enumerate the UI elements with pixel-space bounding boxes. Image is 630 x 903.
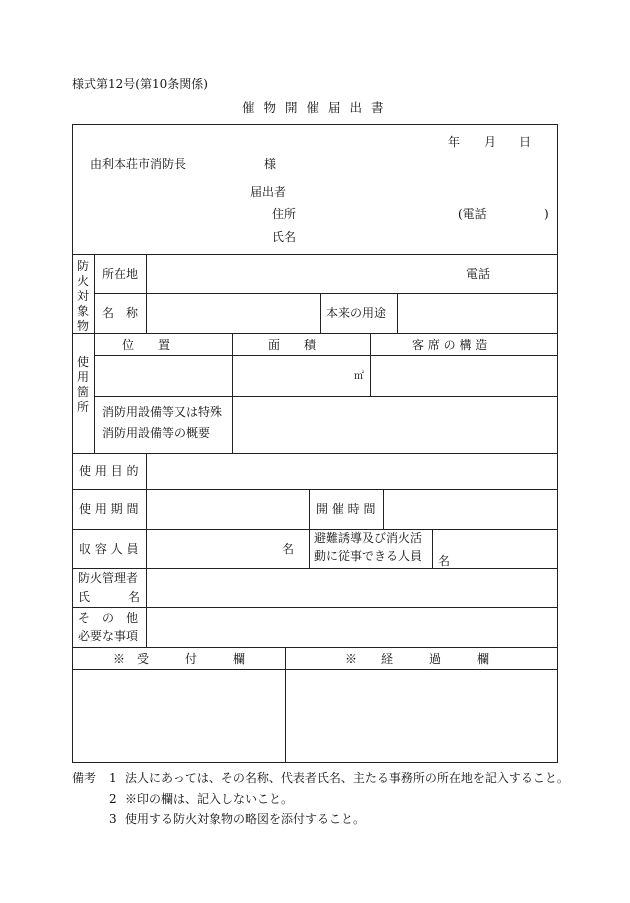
date-year[interactable]: 年 bbox=[448, 135, 461, 149]
notifier-label: 届出者 bbox=[250, 185, 287, 199]
fire-manager-label-1: 防火管理者 bbox=[78, 571, 139, 585]
location-phone-label: 電話 bbox=[466, 267, 491, 281]
honorific: 様 bbox=[264, 157, 277, 171]
divider bbox=[72, 669, 558, 670]
phone-close: ) bbox=[544, 207, 549, 221]
area-label: 面 積 bbox=[268, 338, 317, 352]
divider bbox=[146, 254, 147, 333]
date-day[interactable]: 日 bbox=[519, 135, 532, 149]
area-unit: ㎡ bbox=[354, 371, 364, 382]
equipment-label-2: 消防用設備等の概要 bbox=[102, 426, 211, 440]
divider bbox=[94, 355, 558, 356]
note-number: 1 bbox=[109, 771, 117, 785]
name-label: 氏名 bbox=[272, 230, 297, 244]
other-label-2: 必要な事項 bbox=[78, 629, 139, 643]
usage-location-label: 使用箇所 bbox=[76, 355, 89, 414]
fire-manager-label-2b: 名 bbox=[128, 590, 141, 604]
divider bbox=[320, 293, 321, 333]
form-number: 様式第12号(第10条関係) bbox=[72, 77, 208, 91]
divider bbox=[383, 489, 384, 529]
location-label: 所在地 bbox=[102, 267, 139, 281]
note-text: 法人にあっては、その名称、代表者氏名、主たる事務所の所在地を記入すること。 bbox=[125, 771, 569, 785]
divider bbox=[72, 489, 558, 490]
period-label: 使 用 期 間 bbox=[79, 502, 139, 516]
divider bbox=[285, 647, 286, 763]
addressee: 由利本荘市消防長 bbox=[90, 157, 187, 171]
note-number: 2 bbox=[109, 792, 117, 806]
other-label-1: そ の 他 bbox=[78, 611, 139, 625]
divider bbox=[72, 647, 558, 648]
divider bbox=[94, 254, 95, 453]
progress-label: ※ 経 過 欄 bbox=[345, 652, 490, 666]
divider bbox=[397, 293, 398, 333]
event-time-label: 開 催 時 間 bbox=[316, 502, 376, 516]
divider bbox=[72, 529, 558, 530]
name-field-label: 名 称 bbox=[102, 306, 139, 320]
divider bbox=[72, 333, 558, 334]
phone-label: (電話 bbox=[458, 207, 487, 221]
fire-manager-label-2a: 氏 bbox=[78, 590, 91, 604]
note-text: ※印の欄は、記入しないこと。 bbox=[125, 792, 294, 806]
divider bbox=[432, 529, 433, 568]
divider bbox=[94, 396, 558, 397]
divider bbox=[72, 568, 558, 569]
date-month[interactable]: 月 bbox=[484, 135, 497, 149]
fire-target-label: 防火対象物 bbox=[76, 259, 89, 333]
capacity-unit: 名 bbox=[282, 542, 295, 556]
divider bbox=[309, 489, 310, 568]
position-label: 位 置 bbox=[122, 338, 171, 352]
address-label: 住所 bbox=[272, 207, 297, 221]
reception-label: ※ 受 付 欄 bbox=[113, 652, 246, 666]
original-use-label: 本来の用途 bbox=[326, 306, 387, 320]
divider bbox=[94, 293, 558, 294]
purpose-label: 使 用 目 的 bbox=[79, 464, 139, 478]
note-text: 使用する防火対象物の略図を添付すること。 bbox=[125, 812, 366, 826]
evacuation-label-2: 動に従事できる人員 bbox=[314, 549, 423, 563]
notes-heading: 備考 bbox=[72, 771, 97, 785]
divider bbox=[232, 333, 233, 453]
seat-structure-label: 客 席 の 構 造 bbox=[412, 338, 488, 352]
divider bbox=[72, 254, 558, 255]
divider bbox=[72, 453, 558, 454]
divider bbox=[146, 453, 147, 647]
divider bbox=[370, 333, 371, 396]
divider bbox=[72, 607, 558, 608]
equipment-label-1: 消防用設備等又は特殊 bbox=[102, 405, 223, 419]
note-number: 3 bbox=[109, 812, 117, 826]
evacuation-unit: 名 bbox=[438, 554, 451, 568]
form-title: 催物開催届出書 bbox=[242, 100, 393, 115]
capacity-label: 収 容 人 員 bbox=[79, 542, 139, 556]
evacuation-label-1: 避難誘導及び消火活 bbox=[314, 531, 423, 545]
